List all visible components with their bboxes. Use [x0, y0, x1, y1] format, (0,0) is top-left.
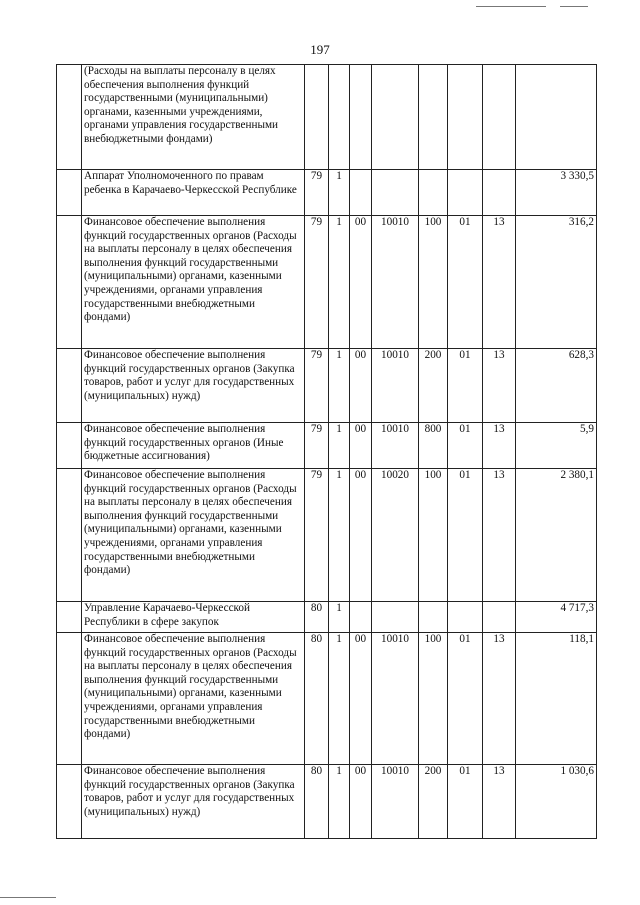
top-margin-rule-short — [560, 6, 588, 7]
section-code: 1 — [329, 765, 350, 839]
table-row — [57, 216, 597, 349]
direction-code: 10010 — [372, 216, 419, 349]
row-number-cell — [57, 469, 82, 602]
table-row — [57, 633, 597, 765]
expense-type-code — [419, 602, 448, 633]
ministry-code: 79 — [305, 423, 329, 469]
row-number-cell — [57, 602, 82, 633]
row-number-cell — [57, 65, 82, 170]
expense-type-code: 100 — [419, 469, 448, 602]
amount-value: 4 717,3 — [516, 602, 597, 633]
section-code: 1 — [329, 469, 350, 602]
subsection-code: 13 — [483, 765, 516, 839]
top-margin-rule — [476, 6, 546, 7]
chapter-code: 01 — [448, 633, 483, 765]
expense-type-code — [419, 65, 448, 170]
program-code: 00 — [350, 765, 372, 839]
table-row — [57, 170, 597, 216]
row-number-cell — [57, 349, 82, 423]
ministry-code: 80 — [305, 602, 329, 633]
item-name: Финансовое обеспечение выполнения функций государственных органов (Иные бюджетные ассигнования) — [82, 423, 305, 469]
item-name: Управление Карачаево-Черкесской Республики в сфере закупок — [82, 602, 305, 633]
program-code: 00 — [350, 349, 372, 423]
ministry-code: 79 — [305, 349, 329, 423]
item-name: (Расходы на выплаты персоналу в целях обеспечения выполнения функций государственными (муниципальными) органами, казенными учреждениями, органами управления государственными внебюджетными фондами) — [82, 65, 305, 170]
ministry-code: 79 — [305, 216, 329, 349]
chapter-code: 01 — [448, 469, 483, 602]
item-name: Аппарат Уполномоченного по правам ребенка в Карачаево-Черкесской Республике — [82, 170, 305, 216]
item-name: Финансовое обеспечение выполнения функций государственных органов (Расходы на выплаты персоналу в целях обеспечения выполнения функций государственными (муниципальными) органами, казенными учреждениями, органами управления государственными внебюджетными фондами) — [82, 216, 305, 349]
amount-value — [516, 65, 597, 170]
chapter-code: 01 — [448, 349, 483, 423]
chapter-code — [448, 65, 483, 170]
program-code: 00 — [350, 633, 372, 765]
section-code: 1 — [329, 216, 350, 349]
direction-code — [372, 170, 419, 216]
subsection-code — [483, 602, 516, 633]
amount-value: 316,2 — [516, 216, 597, 349]
program-code — [350, 65, 372, 170]
subsection-code: 13 — [483, 216, 516, 349]
item-name: Финансовое обеспечение выполнения функций государственных органов (Расходы на выплаты персоналу в целях обеспечения выполнения функций государственными (муниципальными) органами, казенными учреждениями, органами управления государственными внебюджетными фондами) — [82, 469, 305, 602]
row-number-cell — [57, 216, 82, 349]
expense-type-code: 200 — [419, 349, 448, 423]
expense-type-code: 200 — [419, 765, 448, 839]
direction-code — [372, 65, 419, 170]
expense-type-code — [419, 170, 448, 216]
row-number-cell — [57, 633, 82, 765]
program-code: 00 — [350, 469, 372, 602]
amount-value: 2 380,1 — [516, 469, 597, 602]
page-number: 197 — [310, 42, 330, 57]
amount-value: 5,9 — [516, 423, 597, 469]
amount-value: 3 330,5 — [516, 170, 597, 216]
subsection-code: 13 — [483, 423, 516, 469]
chapter-code — [448, 170, 483, 216]
section-code: 1 — [329, 423, 350, 469]
expense-type-code: 100 — [419, 216, 448, 349]
subsection-code — [483, 65, 516, 170]
table-row — [57, 423, 597, 469]
program-code — [350, 170, 372, 216]
direction-code: 10020 — [372, 469, 419, 602]
section-code: 1 — [329, 602, 350, 633]
amount-value: 118,1 — [516, 633, 597, 765]
expense-type-code: 800 — [419, 423, 448, 469]
amount-value: 628,3 — [516, 349, 597, 423]
direction-code: 10010 — [372, 765, 419, 839]
item-name: Финансовое обеспечение выполнения функций государственных органов (Закупка товаров, работ и услуг для государственных (муниципальных) нужд) — [82, 349, 305, 423]
program-code — [350, 602, 372, 633]
chapter-code: 01 — [448, 216, 483, 349]
budget-table — [56, 64, 597, 839]
item-name: Финансовое обеспечение выполнения функций государственных органов (Расходы на выплаты персоналу в целях обеспечения выполнения функций государственными (муниципальными) органами, казенными учреждениями, органами управления государственными внебюджетными фондами) — [82, 633, 305, 765]
subsection-code: 13 — [483, 633, 516, 765]
direction-code: 10010 — [372, 633, 419, 765]
ministry-code: 80 — [305, 633, 329, 765]
table-row — [57, 469, 597, 602]
chapter-code: 01 — [448, 423, 483, 469]
table-row — [57, 602, 597, 633]
direction-code: 10010 — [372, 423, 419, 469]
expense-type-code: 100 — [419, 633, 448, 765]
row-number-cell — [57, 170, 82, 216]
section-code — [329, 65, 350, 170]
direction-code: 10010 — [372, 349, 419, 423]
amount-value: 1 030,6 — [516, 765, 597, 839]
program-code: 00 — [350, 216, 372, 349]
ministry-code — [305, 65, 329, 170]
chapter-code: 01 — [448, 765, 483, 839]
subsection-code: 13 — [483, 349, 516, 423]
bottom-margin-rule — [0, 897, 56, 898]
program-code: 00 — [350, 423, 372, 469]
item-name: Финансовое обеспечение выполнения функций государственных органов (Закупка товаров, работ и услуг для государственных (муниципальных) нужд) — [82, 765, 305, 839]
section-code: 1 — [329, 633, 350, 765]
direction-code — [372, 602, 419, 633]
ministry-code: 80 — [305, 765, 329, 839]
table-row — [57, 765, 597, 839]
ministry-code: 79 — [305, 469, 329, 602]
row-number-cell — [57, 423, 82, 469]
subsection-code: 13 — [483, 469, 516, 602]
section-code: 1 — [329, 349, 350, 423]
table-body — [57, 65, 597, 839]
subsection-code — [483, 170, 516, 216]
chapter-code — [448, 602, 483, 633]
table-row — [57, 349, 597, 423]
table-row — [57, 65, 597, 170]
section-code: 1 — [329, 170, 350, 216]
row-number-cell — [57, 765, 82, 839]
ministry-code: 79 — [305, 170, 329, 216]
